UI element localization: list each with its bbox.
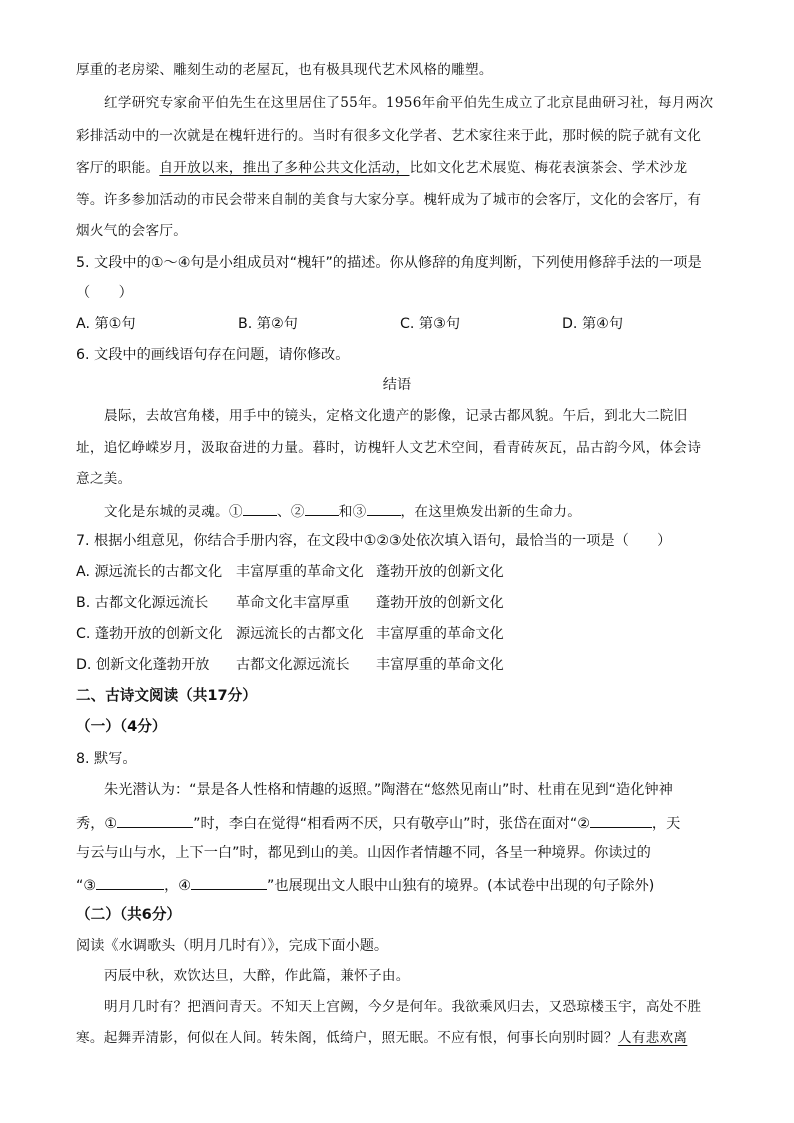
conclusion-line-4 [104,503,581,520]
q7-option-d-1[interactable]: D. 创新文化蓬勃开放 [76,657,210,673]
q8-line-3: 与云与山与水，上下一白”时，都见到山的美。山因作者情趣不同，各呈一种境界。你读过的 [76,845,651,861]
conclusion-line-1: 晨际，去故宫角楼，用手中的镜头，定格文化遗产的影像，记录古都风貌。午后，到北大二院旧 [104,408,688,424]
q5-option-c[interactable]: C. 第③句 [400,316,461,332]
q8-text: ”时，李白在觉得“相看两不厌，只有敬亭山”时，张岱在面对“② [193,816,590,832]
blank-1[interactable] [243,503,277,516]
underlined-sentence: 自开放以来，推出了多种公共文化活动， [159,160,410,176]
passage-text: 客厅的职能。 [76,160,160,176]
q7-option-b-2: 革命文化丰富厚重 [236,595,350,611]
section-2-title: 二、古诗文阅读（共17分） [76,687,257,704]
subsection-2-title: （二）（共6分） [76,906,182,923]
q7-option-b-3: 蓬勃开放的创新文化 [376,595,504,611]
conclusion-text: 、② [276,504,305,520]
blank-q8-2[interactable] [590,815,652,828]
passage-line-6: 等。许多参加活动的市民会带来自制的美食与大家分享。槐轩成为了城市的会客厅，文化的会客厅，有 [76,192,702,208]
poem-line-2 [76,1032,687,1046]
q8-line-1: 朱光潜认为：“景是各人性格和情趣的返照。”陶潜在“悠然见南山”时、杜甫在见到“造化钟神 [104,782,673,798]
q8-text: “③ [76,878,97,894]
passage-line-4 [76,162,687,176]
blank-q8-4[interactable] [191,877,267,890]
q7-option-c-3: 丰富厚重的革命文化 [376,626,504,642]
q8-line-2 [76,815,680,831]
q7-option-a-2: 丰富厚重的革命文化 [236,564,364,580]
conclusion-title: 结语 [382,377,412,393]
q5-option-a[interactable]: A. 第①句 [76,316,136,332]
poem-underlined-text: 人有悲欢离 [617,1030,688,1046]
q5-option-d[interactable]: D. 第④句 [562,316,624,332]
blank-q8-1[interactable] [117,815,193,828]
question-8-stem: 8. 默写。 [76,751,137,767]
q5-option-b[interactable]: B. 第②句 [238,316,298,332]
passage-line-7: 烟火气的会客厅。 [76,223,188,239]
q8-text: ，④ [164,878,191,894]
q7-option-b-1[interactable]: B. 古都文化源远流长 [76,595,209,611]
poem-line-1: 明月几时有？把酒问青天。不知天上宫阙，今夕是何年。我欲乘风归去，又恐琼楼玉宇，高处不胜 [104,999,702,1015]
poem-text: 寒。起舞弄清影，何似在人间。转朱阁，低绮户，照无眠。不应有恨，何事长向别时圆？ [76,1030,618,1046]
conclusion-text: 文化是东城的灵魂。① [104,504,243,520]
question-7-stem: 7. 根据小组意见，你结合手册内容，在文段中①②③处依次填入语句，最恰当的一项是（ ） [76,533,672,549]
q8-text: ，天 [651,816,681,832]
passage-text: 比如文化艺术展览、梅花表演茶会、学术沙龙 [409,160,688,176]
reading-instruction: 阅读《水调歌头（明月几时有）》，完成下面小题。 [76,938,389,954]
conclusion-line-2: 址，追忆峥嵘岁月，汲取奋进的力量。暮时，访槐轩人文艺术空间，看青砖灰瓦，品古韵今风，体会诗 [76,440,702,456]
passage-line-3: 彩排活动中的一次就是在槐轩进行的。当时有很多文化学者、艺术家往来于此，那时候的院子就有文化 [76,128,702,144]
conclusion-text: ，在这里焕发出新的生命力。 [400,504,582,520]
q8-text: ”也展现出文人眼中山独有的境界。(本试卷中出现的句子除外) [267,878,655,894]
blank-3[interactable] [367,503,401,516]
conclusion-line-3: 意之美。 [76,471,132,487]
passage-line-2: 红学研究专家俞平伯先生在这里居住了55年。1956年俞平伯先生成立了北京昆曲研习社，每月两次 [104,95,714,111]
question-5-paren: （ ） [76,285,133,301]
q7-option-c-2: 源远流长的古都文化 [236,626,364,642]
q8-text: 秀，① [76,816,118,832]
q7-option-d-3: 丰富厚重的革命文化 [376,657,504,673]
blank-q8-3[interactable] [96,877,164,890]
q7-option-a-1[interactable]: A. 源远流长的古都文化 [76,564,223,580]
subsection-1-title: （一）（4分） [76,718,167,735]
question-5-stem: 5. 文段中的①～④句是小组成员对“槐轩”的描述。你从修辞的角度判断，下列使用修辞手法的一项是 [76,255,702,271]
q7-option-a-3: 蓬勃开放的创新文化 [376,564,504,580]
blank-2[interactable] [305,503,339,516]
question-6-stem: 6. 文段中的画线语句存在问题，请你修改。 [76,347,350,363]
q8-line-4 [76,877,654,893]
passage-line-1: 厚重的老房梁、雕刻生动的老屋瓦，也有极具现代艺术风格的雕塑。 [76,62,493,78]
q7-option-d-2: 古都文化源远流长 [236,657,350,673]
q7-option-c-1[interactable]: C. 蓬勃开放的创新文化 [76,626,223,642]
conclusion-text: 和③ [338,504,367,520]
poem-preface: 丙辰中秋，欢饮达旦，大醉，作此篇，兼怀子由。 [104,968,410,984]
